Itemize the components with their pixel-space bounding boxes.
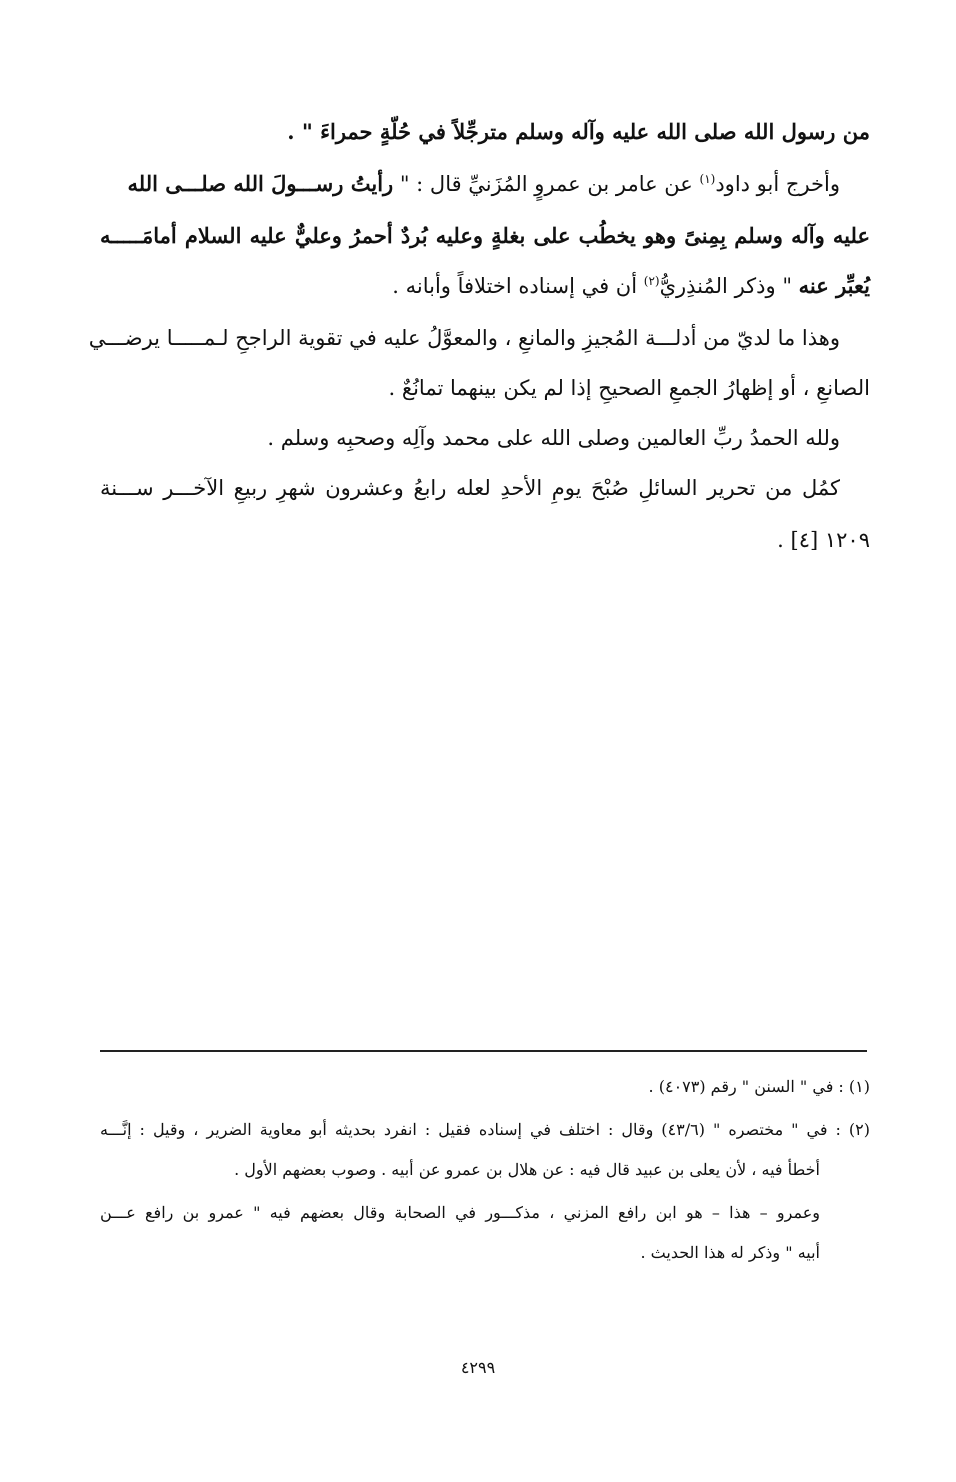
footnote-2-line-3 [100,1198,870,1228]
colophon-text: كمُل من تحرير السائلِ صُبْحَ يومِ الأحدِ لعله رابعُ وعشرون شهرِ ربيعِ الآخـــر ســـنة [100,476,840,500]
text-segment: وأخرج أبو داود [715,172,840,196]
footnote-ref-2[interactable]: (٢) [643,274,660,288]
body-line-6 [100,368,870,408]
footnote-text: (٢) : في " مختصره " (٤٣/٦) وقال : اختلف في إسناده فقيل : انفرد بحديثه أبو معاوية الضرير ، وقيل : إنَّـــه [100,1120,871,1139]
doxology: ولله الحمدُ ربِّ العالمين وصلى الله على محمد وآلِه وصحبِه وسلم . [267,426,840,450]
text-segment: أن في إسناده اختلافاً وأبانه . [392,274,644,298]
footnote-2-line-2 [100,1155,870,1185]
text-segment: عن عامر بن عمروٍ المُزَنيِّ قال : " [393,172,700,196]
footnote-text: (١) : في " السنن " رقم (٤٠٧٣) . [648,1077,870,1096]
body-line-3 [100,216,870,256]
paragraph-text: الصانعِ ، أو إظهارُ الجمعِ الصحيحِ إذا لم يكن بينهما تمانُعٌ . [388,376,870,400]
body-line-2 [100,164,870,204]
footnote-divider [100,1050,867,1052]
hadith-quote-end: يُعبِّر عنه [798,273,870,298]
hadith-quote: رأيتُ رســـولَ الله صلـــى الله [127,171,394,196]
page-number: ٤٢٩٩ [460,1358,496,1377]
body-line-9 [100,520,870,560]
footnote-2-line-4 [100,1238,870,1268]
quote-continuation: من رسول الله صلى الله عليه وآله وسلم مترجِّلاً في حُلّةٍ حمراءَ " . [287,119,870,144]
colophon-date: ١٢٠٩ [٤] . [777,528,870,552]
footnote-text: وعمرو – هذا – هو ابن رافع المزني ، مذكـــور في الصحابة وقال بعضهم فيه " عمرو بن رافع عـــن [100,1203,820,1222]
body-line-4 [100,266,870,306]
footnote-text: أخطأ فيه ، لأن يعلى بن عبيد قال فيه : عن هلال بن عمرو عن أبيه . وصوب بعضهم الأول . [234,1160,820,1179]
body-line-1 [100,112,870,152]
text-segment: " وذكر المُنذِريُّ [659,274,799,298]
footnote-2-line-1 [100,1115,870,1145]
footnote-text: أبيه " وذكر له هذا الحديث . [640,1243,820,1262]
hadith-quote: عليه وآله وسلم بِمِنىً وهو يخطُب على بغلةٍ وعليه بُردٌ أحمرُ وعليٌّ عليه السلام أمامَـــــه [100,223,870,248]
body-line-7 [100,418,870,458]
paragraph-text: وهذا ما لديّ من أدلـــة المُجيزِ والمانعِ ، والمعوَّلُ عليه في تقوية الراجحِ لـمـــــا يرضـــي [88,326,840,350]
footnote-1 [100,1072,870,1102]
footnote-ref-1[interactable]: (١) [699,172,716,186]
body-line-8 [100,468,870,508]
body-line-5 [88,318,870,358]
